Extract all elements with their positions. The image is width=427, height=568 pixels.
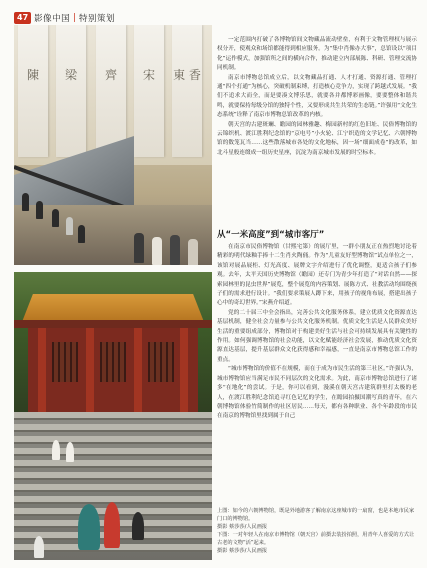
calligraphy-banner: 齊: [96, 25, 126, 157]
visitor-figure: [188, 239, 198, 265]
steps-photo: [14, 412, 212, 560]
stone-step: [14, 412, 212, 420]
lattice-window: [100, 342, 126, 382]
page-number-badge: 47: [14, 12, 31, 24]
stone-step: [14, 460, 212, 468]
hanfu-figure: [104, 502, 120, 548]
lattice-window: [148, 342, 174, 382]
visitor-figure: [170, 235, 180, 265]
caption-credit: 摄影 蔡莎莎/人民画报: [217, 524, 268, 530]
article-paragraph: “城市博物馆的价值不在规模，而在于成为市民生活的第三社区。”许强认为，城市博物馆应当满足市民不同层次的文化需求。为此，南京市博物总馆进行了诸多“在地化”的尝试。于是，你可以看到，漫溪在朝天宫古建筑群里打太极的老人，在渡江胜利纪念馆追寻红色记忆的学生，在瞻园拍摄国潮写真的青年，在六朝博物馆体验竹简制作的社区居民……每天，都有各种职业、各个年龄段的市民在南京的博物馆里找到属于自己: [217, 366, 417, 420]
photo-caption: [217, 507, 417, 555]
calligraphy-banner: 宋: [134, 25, 164, 157]
photographer-figure: [132, 512, 144, 540]
visitor-figure: [36, 201, 43, 219]
stone-step: [14, 484, 212, 492]
visitor-figure: [134, 233, 144, 263]
visitor-figure: [78, 225, 85, 243]
section-separator: |: [73, 13, 77, 23]
person-figure: [34, 536, 44, 558]
article-subheading: 从“一米高度”到“城市客厅”: [217, 230, 325, 240]
visitor-figure: [52, 209, 59, 227]
red-pillar: [180, 328, 188, 412]
article-column-bottom: [217, 243, 417, 422]
calligraphy-banner: 陳: [18, 25, 48, 157]
stone-step: [14, 472, 212, 480]
red-building-photo: [14, 272, 212, 412]
red-pillar: [134, 328, 142, 412]
glazed-roof: [22, 294, 204, 322]
stone-step: [14, 436, 212, 444]
caption-line: 下图：一对年轻人在南京市博物馆（朝天宫）前摄去装扮拍照，用青年人喜爱的方式让古老的文物“活”起来。: [217, 532, 415, 546]
article-paragraph: 一定范围内打破了各博物馆间文物藏品流动壁垒，有利于文物管理权与展示权分开，使观众和场馆都能得到相应服务。为“集中肖像办大事”，总馆设以“项目化”运作模式，加强馆所之间的横向合作，推动建立内部展陈、科研、管理交流协同机制。: [217, 37, 417, 72]
hall-floor: [14, 205, 212, 265]
museum-hall-photo: [14, 25, 212, 265]
article-column-top: [217, 36, 417, 158]
lattice-window: [52, 342, 78, 382]
section-title: 影像中国: [34, 14, 71, 24]
person-figure: [66, 442, 74, 462]
red-pillar: [38, 328, 46, 412]
article-paragraph: 南京市博物总馆成立后，以文物藏品打通、人才打通、资源打通、管理打通“四个打通”为核心，突破机制束缚，打造核心竞争力，实现了跨越式发展。“我们不追求大而全，而是要凑文博乐思，就要各并都博彩画像，要要整体和谐共鸣，就要保持每级分馆的独特个性，又要形成共生共荣的生态链。”许强用“文化生态系统”诠释了南京市博物总馆改革的内核。: [217, 74, 417, 119]
article-paragraph: 在南京市民俗博物馆（甘熙宅第）的展厅里，一群小朋友正在热烈地讨论着精彩的明代绿釉手捧十二生肖火陶俑。作为“儿童友好型博物馆”试点单位之一，该馆对展品展柜、灯光高度、展牌文字介绍进行了优化调整，更适合孩子们参观。去年，太平天国历史博物馆（瞻园）还专门为青少年打造了“对话自然——探索园林里的昆虫世界”展览，整个展览的内容策划、展陈方式、社教活动均围绕孩子们的需求进行设计。“我们要求策展人蹲下来，用孩子的视角布展，搭建出孩子心中的奇幻世界。”宋燕介绍道。: [217, 244, 417, 307]
subsection-title: 特别策划: [79, 14, 116, 24]
caption-line: 上图：如今的六朝博物馆，既是外地游客了解南京这座城市的一扇窗，也是本地市民家门口的博物馆。: [217, 508, 415, 522]
stone-step: [14, 448, 212, 456]
roof-eave: [14, 320, 212, 328]
visitor-figure: [152, 237, 162, 265]
caption-credit: 摄影 蔡莎莎/人民画报: [217, 548, 268, 554]
calligraphy-banner: 東 香: [172, 25, 202, 157]
calligraphy-banner: 梁: [56, 25, 86, 157]
red-pillar: [86, 328, 94, 412]
page-header: [14, 11, 115, 25]
person-figure: [52, 440, 60, 460]
hanfu-figure: [78, 504, 100, 550]
visitor-figure: [22, 193, 29, 211]
article-paragraph: 朝天宫的古建斑斓、瞻园的园林雅趣、梅园新村的红色旧址、民俗博物馆的云锦织机、渡江胜利纪念馆的“京电号”小火轮、江宁织造的文学记忆、六朝博物馆的数笼瓦当……这些散落城市各处的文化地标，因一场“细面成卷”的改革，如北斗星般连缀成一组历史星座，沉淀为南京城市发展的时空标本。: [217, 121, 417, 156]
stone-step: [14, 424, 212, 432]
article-paragraph: 党的二十届三中全会指出，完善公共文化服务体系，建立优质文化资源直达基层机制，健全社会力量参与公共文化服务机制。优质文化生活是人民群众美好生活的重要组成部分，博物馆对于构建美好生活与社会可持续发展具有关键性的作用。如何强调博物馆的社会功能，以文化赋能经济社会发展，推动优质文化资源直达基层，提升基层群众文化获得感和幸福感，一直是南京市博物总馆工作的重点。: [217, 309, 417, 363]
visitor-figure: [66, 217, 73, 235]
